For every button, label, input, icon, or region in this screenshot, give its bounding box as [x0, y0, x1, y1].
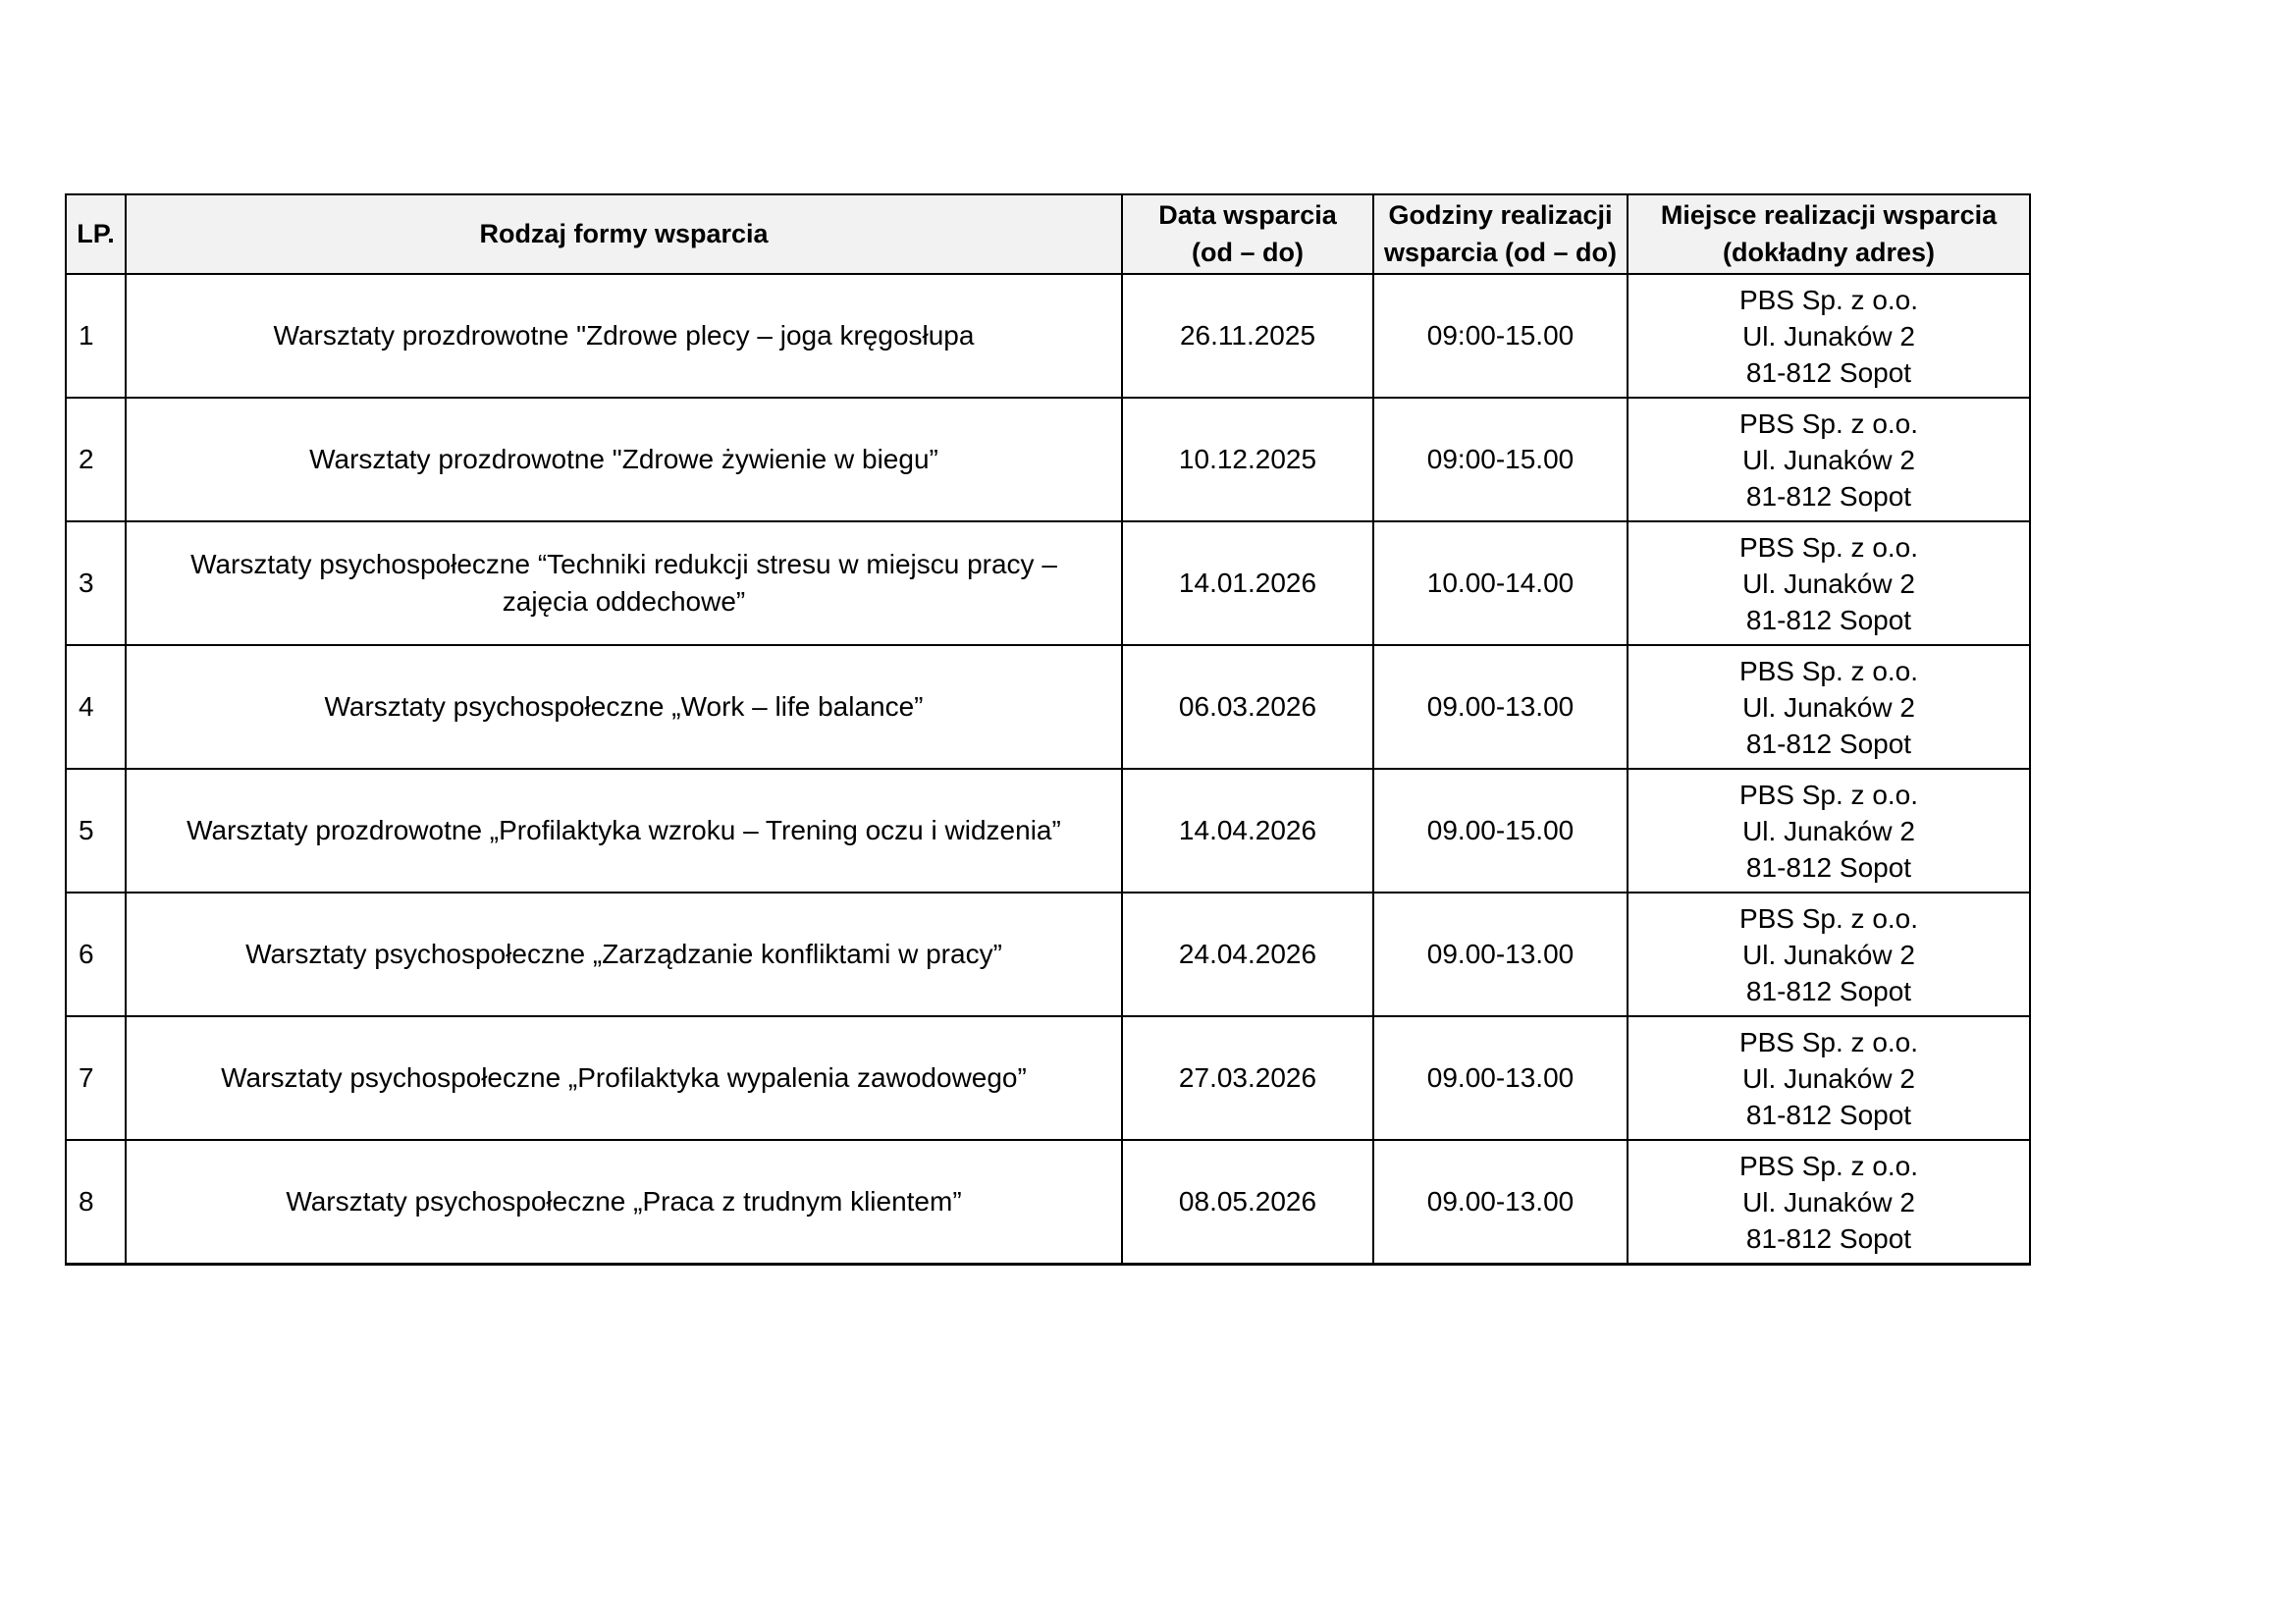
cell-godziny: 09.00-13.00 [1373, 893, 1628, 1016]
cell-miejsce [1628, 1016, 2030, 1140]
cell-godziny: 09.00-13.00 [1373, 1140, 1628, 1265]
cell-godziny: 09.00-15.00 [1373, 769, 1628, 893]
cell-rodzaj: Warsztaty prozdrowotne "Zdrowe plecy – joga kręgosłupa [126, 274, 1122, 398]
column-header-lp [66, 194, 126, 274]
table-row [66, 521, 2030, 645]
address-line: PBS Sp. z o.o. [1738, 779, 1919, 810]
cell-rodzaj: Warsztaty psychospołeczne “Techniki redukcji stresu w miejscu pracy – zajęcia oddechowe” [126, 521, 1122, 645]
column-header-godziny [1373, 194, 1628, 274]
address-line: Ul. Junaków 2 [1742, 320, 1915, 352]
column-header-miejsce [1628, 194, 2030, 274]
cell-data: 10.12.2025 [1122, 398, 1373, 521]
cell-lp: 7 [66, 1016, 126, 1140]
address-line: PBS Sp. z o.o. [1738, 1150, 1919, 1181]
address-line: PBS Sp. z o.o. [1738, 407, 1919, 439]
cell-data: 26.11.2025 [1122, 274, 1373, 398]
cell-miejsce [1628, 1140, 2030, 1265]
cell-miejsce [1628, 398, 2030, 521]
cell-lp: 4 [66, 645, 126, 769]
address-line: 81-812 Sopot [1745, 1099, 1912, 1130]
address-line: 81-812 Sopot [1745, 1222, 1912, 1254]
cell-rodzaj: Warsztaty psychospołeczne „Praca z trudnym klientem” [126, 1140, 1122, 1265]
table-row [66, 1140, 2030, 1265]
cell-rodzaj: Warsztaty prozdrowotne „Profilaktyka wzroku – Trening oczu i widzenia” [126, 769, 1122, 893]
cell-miejsce [1628, 645, 2030, 769]
cell-data: 08.05.2026 [1122, 1140, 1373, 1265]
address-line: PBS Sp. z o.o. [1738, 655, 1919, 686]
cell-godziny: 09:00-15.00 [1373, 398, 1628, 521]
address-line: Ul. Junaków 2 [1742, 1186, 1915, 1218]
address-line: 81-812 Sopot [1745, 851, 1912, 883]
column-header-line: LP. [77, 218, 115, 248]
table-row [66, 645, 2030, 769]
column-header-line: Rodzaj formy wsparcia [479, 218, 769, 248]
support-schedule-table [65, 193, 2031, 1266]
cell-rodzaj: Warsztaty psychospołeczne „Profilaktyka wypalenia zawodowego” [126, 1016, 1122, 1140]
column-header-rodzaj [126, 194, 1122, 274]
cell-miejsce [1628, 893, 2030, 1016]
address-line: Ul. Junaków 2 [1742, 691, 1915, 723]
address-line: Ul. Junaków 2 [1742, 444, 1915, 475]
cell-lp: 1 [66, 274, 126, 398]
column-header-line: (od – do) [1192, 237, 1304, 267]
cell-data: 06.03.2026 [1122, 645, 1373, 769]
cell-data: 14.04.2026 [1122, 769, 1373, 893]
cell-godziny: 09.00-13.00 [1373, 1016, 1628, 1140]
table-row [66, 1016, 2030, 1140]
cell-lp: 8 [66, 1140, 126, 1265]
cell-miejsce [1628, 769, 2030, 893]
cell-godziny: 09.00-13.00 [1373, 645, 1628, 769]
cell-data: 24.04.2026 [1122, 893, 1373, 1016]
column-header-line: Godziny realizacji [1388, 199, 1613, 230]
address-line: PBS Sp. z o.o. [1738, 284, 1919, 315]
column-header-line: (dokładny adres) [1722, 237, 1936, 267]
table-row [66, 274, 2030, 398]
cell-lp: 6 [66, 893, 126, 1016]
cell-rodzaj: Warsztaty psychospołeczne „Zarządzanie konfliktami w pracy” [126, 893, 1122, 1016]
table-row [66, 769, 2030, 893]
table-header-row [66, 194, 2030, 274]
column-header-line: Data wsparcia [1158, 199, 1337, 230]
address-line: Ul. Junaków 2 [1742, 568, 1915, 599]
cell-data: 14.01.2026 [1122, 521, 1373, 645]
address-line: PBS Sp. z o.o. [1738, 1026, 1919, 1057]
cell-lp: 2 [66, 398, 126, 521]
table-row [66, 398, 2030, 521]
address-line: 81-812 Sopot [1745, 728, 1912, 759]
cell-lp: 5 [66, 769, 126, 893]
column-header-data [1122, 194, 1373, 274]
cell-miejsce [1628, 521, 2030, 645]
cell-godziny: 10.00-14.00 [1373, 521, 1628, 645]
column-header-line: Miejsce realizacji wsparcia [1660, 199, 1998, 230]
cell-data: 27.03.2026 [1122, 1016, 1373, 1140]
table-row [66, 893, 2030, 1016]
address-line: 81-812 Sopot [1745, 604, 1912, 635]
address-line: PBS Sp. z o.o. [1738, 531, 1919, 563]
cell-miejsce [1628, 274, 2030, 398]
column-header-line: wsparcia (od – do) [1383, 237, 1618, 267]
address-line: Ul. Junaków 2 [1742, 1062, 1915, 1094]
address-line: PBS Sp. z o.o. [1738, 902, 1919, 934]
address-line: 81-812 Sopot [1745, 975, 1912, 1006]
address-line: Ul. Junaków 2 [1742, 815, 1915, 846]
address-line: Ul. Junaków 2 [1742, 939, 1915, 970]
address-line: 81-812 Sopot [1745, 356, 1912, 388]
cell-lp: 3 [66, 521, 126, 645]
address-line: 81-812 Sopot [1745, 480, 1912, 512]
cell-rodzaj: Warsztaty prozdrowotne "Zdrowe żywienie w biegu” [126, 398, 1122, 521]
cell-godziny: 09:00-15.00 [1373, 274, 1628, 398]
cell-rodzaj: Warsztaty psychospołeczne „Work – life balance” [126, 645, 1122, 769]
